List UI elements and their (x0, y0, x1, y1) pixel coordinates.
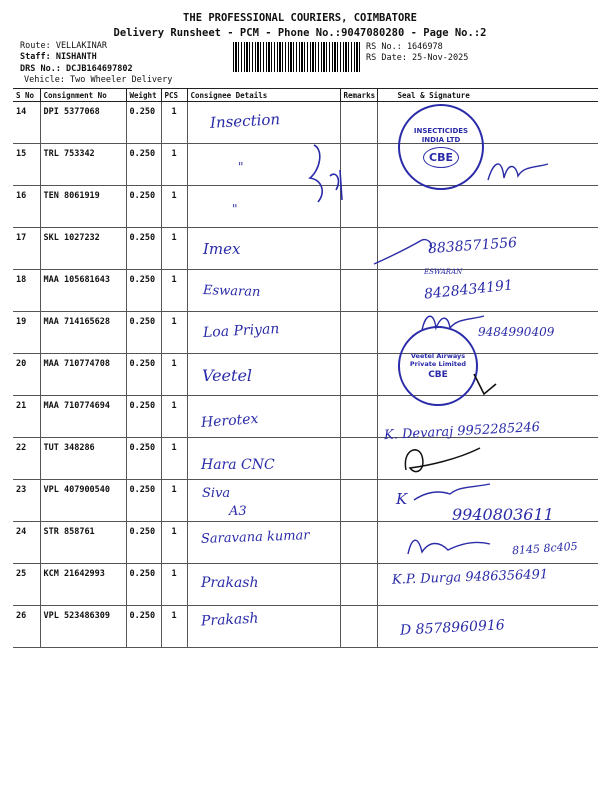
handwriting-ditto-16: " (232, 202, 238, 216)
table-row (13, 354, 598, 396)
cell-consignment: KCM 21642993 (40, 564, 126, 606)
handwriting-consignee-17: Imex (203, 240, 241, 258)
cell-consignment: TEN 8061919 (40, 186, 126, 228)
handwriting-consignee-26: Prakash (200, 610, 259, 630)
handwriting-consignee-25: Prakash (201, 575, 259, 591)
cell-weight: 0.250 (126, 144, 161, 186)
cell-sno: 21 (13, 396, 40, 438)
col-consignment: Consignment No (40, 89, 126, 102)
cell-weight: 0.250 (126, 228, 161, 270)
cell-remarks (340, 270, 377, 312)
cell-weight: 0.250 (126, 606, 161, 648)
cell-consignment: VPL 407900540 (40, 480, 126, 522)
cell-remarks (340, 564, 377, 606)
cell-sno: 15 (13, 144, 40, 186)
signature-14 (484, 150, 554, 190)
cell-seal (377, 186, 598, 228)
scribble-mark (296, 140, 356, 210)
cell-consignment: MAA 710774708 (40, 354, 126, 396)
cell-weight: 0.250 (126, 438, 161, 480)
cell-remarks (340, 396, 377, 438)
handwriting-signature-18a: ESWARAN (424, 268, 463, 276)
col-weight: Weight (126, 89, 161, 102)
cell-remarks (340, 480, 377, 522)
cell-sno: 22 (13, 438, 40, 480)
stamp-veetel-ring-text: Veetel Airways Private Limited (409, 352, 467, 368)
table-row (13, 102, 598, 144)
rs-number: RS No.: 1646978 (366, 42, 443, 52)
handwriting-consignee-18: Eswaran (202, 283, 261, 300)
signature-22-stroke (396, 440, 486, 480)
cell-remarks (340, 354, 377, 396)
col-remarks: Remarks (340, 89, 377, 102)
cell-sno: 18 (13, 270, 40, 312)
cell-sno: 16 (13, 186, 40, 228)
cell-pcs: 1 (161, 522, 187, 564)
rs-date: RS Date: 25-Nov-2025 (366, 53, 469, 63)
cell-consignment: DPI 5377068 (40, 102, 126, 144)
handwriting-signature-26: D 8578960916 (399, 617, 506, 639)
cell-weight: 0.250 (126, 564, 161, 606)
handwriting-ditto-15: " (238, 160, 244, 174)
cell-pcs: 1 (161, 396, 187, 438)
cell-sno: 20 (13, 354, 40, 396)
cell-consignment: TRL 753342 (40, 144, 126, 186)
cell-sno: 25 (13, 564, 40, 606)
cell-sno: 26 (13, 606, 40, 648)
handwriting-consignee-24: Saravana kumar (200, 528, 310, 547)
handwriting-consignee-19: Loa Priyan (202, 321, 280, 341)
cell-pcs: 1 (161, 270, 187, 312)
cell-weight: 0.250 (126, 186, 161, 228)
route-label: Route: VELLAKINAR (20, 41, 107, 51)
table-row (13, 606, 598, 648)
barcode (233, 42, 361, 72)
cell-pcs: 1 (161, 228, 187, 270)
cell-consignment: MAA 105681643 (40, 270, 126, 312)
col-pcs: PCS (161, 89, 187, 102)
cell-remarks (340, 606, 377, 648)
cell-pcs: 1 (161, 312, 187, 354)
cell-sno: 24 (13, 522, 40, 564)
handwriting-consignee-21: Herotex (200, 411, 259, 431)
handwriting-signature-24: 8145 8c405 (511, 539, 579, 558)
cell-pcs: 1 (161, 606, 187, 648)
handwriting-consignee-14: Insection (209, 110, 281, 132)
cell-pcs: 1 (161, 354, 187, 396)
signature-20-stroke (470, 370, 500, 400)
stamp-insecticides-ring-text: INSECTICIDES INDIA LTD (413, 126, 469, 144)
drs-label: DRS No.: DCJB164697802 (20, 64, 133, 74)
cell-remarks (340, 438, 377, 480)
cell-consignment: SKL 1027232 (40, 228, 126, 270)
cell-consignment: MAA 710774694 (40, 396, 126, 438)
signature-24-stroke (404, 530, 494, 560)
handwriting-signature-17: 8838571556 (427, 234, 518, 258)
runsheet-title: THE PROFESSIONAL COURIERS, COIMBATORE (183, 12, 417, 24)
handwriting-consignee-23b: A3 (229, 504, 247, 519)
cell-sno: 19 (13, 312, 40, 354)
cell-weight: 0.250 (126, 396, 161, 438)
cell-consignment: VPL 523486309 (40, 606, 126, 648)
cell-pcs: 1 (161, 186, 187, 228)
signature-19-stroke (418, 306, 488, 336)
handwriting-signature-23a: K (396, 490, 408, 508)
cell-remarks (340, 312, 377, 354)
stamp-veetel (398, 326, 478, 406)
cell-remarks (340, 522, 377, 564)
cell-weight: 0.250 (126, 522, 161, 564)
staff-label: Staff: NISHANTH (20, 52, 97, 62)
handwriting-signature-18b: 8428434191 (423, 277, 514, 303)
handwriting-signature-23b: 9940803611 (452, 505, 554, 524)
table-row (13, 438, 598, 480)
handwriting-signature-25: K.P. Durga 9486356491 (391, 567, 549, 588)
cell-consignment: MAA 714165628 (40, 312, 126, 354)
cell-pcs: 1 (161, 102, 187, 144)
cell-consignment: STR 858761 (40, 522, 126, 564)
vehicle-label: Vehicle: Two Wheeler Delivery (24, 75, 173, 85)
col-seal: Seal & Signature (377, 89, 598, 102)
cell-sno: 14 (13, 102, 40, 144)
cell-consignment: TUT 348286 (40, 438, 126, 480)
cell-weight: 0.250 (126, 102, 161, 144)
handwriting-consignee-22: Hara CNC (201, 457, 275, 473)
stamp-veetel-center-text: CBE (428, 370, 448, 380)
signature-17-stroke (372, 230, 442, 270)
col-consignee: Consignee Details (187, 89, 340, 102)
cell-sno: 17 (13, 228, 40, 270)
cell-weight: 0.250 (126, 354, 161, 396)
handwriting-signature-22: K. Devaraj 9952285246 (383, 419, 541, 444)
cell-weight: 0.250 (126, 480, 161, 522)
cell-sno: 23 (13, 480, 40, 522)
cell-pcs: 1 (161, 438, 187, 480)
cell-remarks (340, 102, 377, 144)
col-sno: S No (13, 89, 40, 102)
cell-pcs: 1 (161, 144, 187, 186)
handwriting-consignee-20: Veetel (202, 366, 253, 385)
runsheet-subtitle: Delivery Runsheet - PCM - Phone No.:9047080280 - Page No.:2 (113, 27, 487, 39)
cell-pcs: 1 (161, 480, 187, 522)
cell-weight: 0.250 (126, 270, 161, 312)
stamp-insecticides-center-text: CBE (423, 147, 459, 168)
handwriting-signature-19: 9484990409 (478, 325, 555, 339)
stamp-insecticides (398, 104, 484, 190)
cell-weight: 0.250 (126, 312, 161, 354)
cell-pcs: 1 (161, 564, 187, 606)
table-header-row (13, 89, 598, 102)
handwriting-consignee-23a: Siva (202, 486, 231, 501)
